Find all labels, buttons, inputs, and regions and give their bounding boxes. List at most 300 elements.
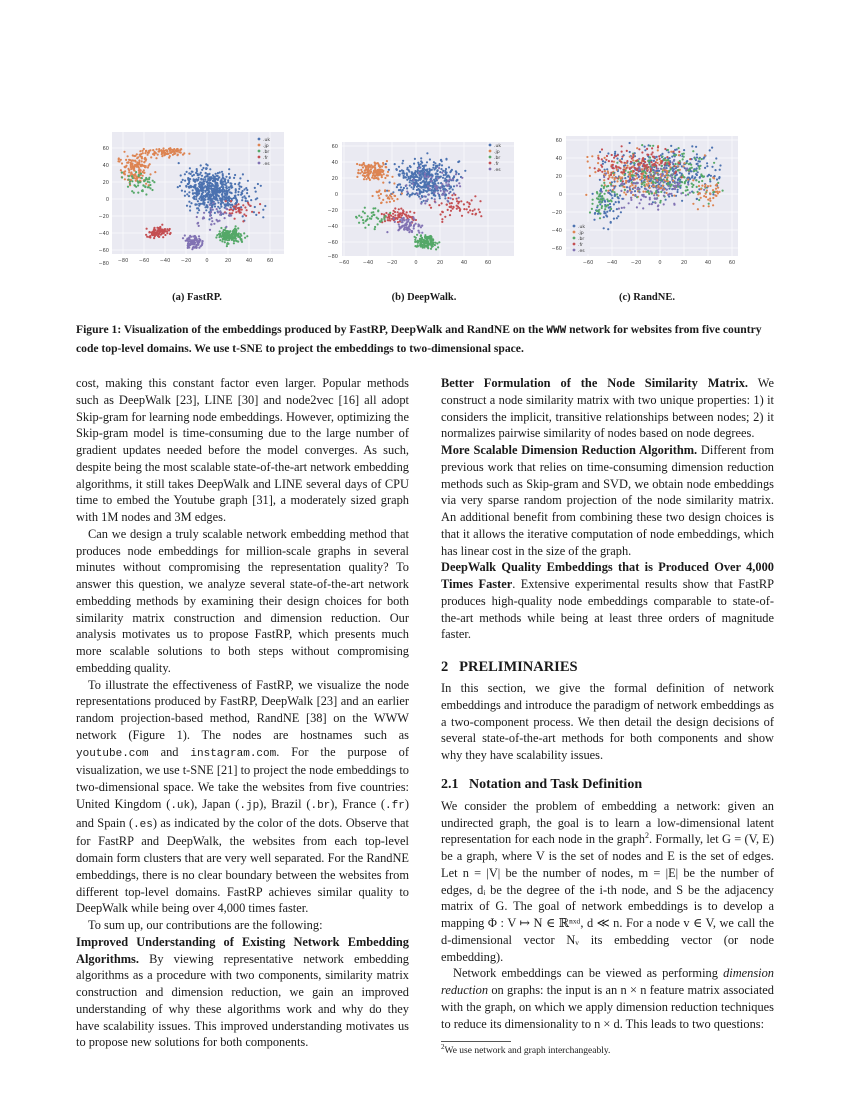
scatter-point	[662, 189, 664, 191]
scatter-point	[217, 177, 219, 179]
scatter-point	[630, 163, 632, 165]
scatter-point	[653, 194, 655, 196]
scatter-point	[434, 201, 436, 203]
scatter-point	[413, 163, 415, 165]
scatter-point	[441, 183, 443, 185]
scatter-point	[235, 199, 237, 201]
scatter-point	[196, 222, 198, 224]
scatter-point	[383, 173, 385, 175]
scatter-point	[609, 189, 611, 191]
scatter-point	[420, 157, 422, 159]
scatter-point	[407, 226, 409, 228]
scatter-point	[670, 193, 672, 195]
scatter-point	[389, 201, 391, 203]
scatter-point	[601, 158, 603, 160]
scatter-point	[616, 208, 618, 210]
scatter-point	[605, 172, 607, 174]
scatter-point	[367, 175, 369, 177]
scatter-point	[203, 204, 205, 206]
left-column	[76, 375, 409, 1051]
scatter-point	[434, 162, 436, 164]
scatter-point	[162, 147, 164, 149]
scatter-point	[379, 166, 381, 168]
scatter-point	[143, 172, 145, 174]
scatter-point	[418, 172, 420, 174]
scatter-point	[129, 183, 131, 185]
scatter-point	[637, 182, 639, 184]
scatter-point	[193, 241, 195, 243]
scatter-point	[663, 158, 665, 160]
scatter-point	[209, 196, 211, 198]
scatter-point	[149, 163, 151, 165]
scatter-point	[412, 183, 414, 185]
scatter-point	[405, 226, 407, 228]
scatter-point	[661, 187, 663, 189]
scatter-point	[441, 160, 443, 162]
scatter-point	[216, 219, 218, 221]
legend-label: .jp	[494, 150, 500, 155]
caption-text: Figure 1: Visualization of the embeddings produced by FastRP, DeepWalk and RandNE on the	[76, 323, 547, 336]
scatter-point	[197, 243, 199, 245]
scatter-point	[397, 229, 399, 231]
scatter-point	[422, 247, 424, 249]
legend-label: .es	[263, 162, 270, 167]
scatter-point	[601, 185, 603, 187]
scatter-point	[432, 186, 434, 188]
scatter-point	[217, 199, 219, 201]
scatter-point	[145, 183, 147, 185]
scatter-point	[657, 174, 659, 176]
scatter-point	[160, 150, 162, 152]
scatter-point	[613, 191, 615, 193]
scatter-point	[452, 189, 454, 191]
scatter-point	[414, 158, 416, 160]
scatter-point	[641, 151, 643, 153]
scatter-point	[604, 161, 606, 163]
scatter-point	[612, 164, 614, 166]
scatter-point	[589, 167, 591, 169]
scatter-point	[439, 171, 441, 173]
scatter-point	[139, 181, 141, 183]
scatter-point	[679, 172, 681, 174]
scatter-point	[166, 230, 168, 232]
scatter-point	[672, 180, 674, 182]
scatter-point	[364, 169, 366, 171]
legend-label: .uk	[578, 225, 586, 230]
scatter-point	[444, 216, 446, 218]
scatter-point	[684, 181, 686, 183]
scatter-point	[646, 148, 648, 150]
scatter-point	[641, 144, 643, 146]
scatter-point	[690, 164, 692, 166]
scatter-point	[656, 156, 658, 158]
scatter-point	[667, 174, 669, 176]
scatter-point	[712, 193, 714, 195]
scatter-point	[422, 191, 424, 193]
scatter-point	[650, 168, 652, 170]
scatter-point	[604, 170, 606, 172]
scatter-point	[664, 148, 666, 150]
scatter-point	[644, 181, 646, 183]
scatter-point	[646, 176, 648, 178]
x-tick: 60	[728, 260, 736, 266]
scatter-point	[673, 185, 675, 187]
scatter-point	[452, 179, 454, 181]
scatter-point	[380, 193, 382, 195]
scatter-point	[692, 150, 694, 152]
scatter-point	[687, 183, 689, 185]
scatter-point	[177, 186, 179, 188]
scatter-point	[133, 184, 135, 186]
scatter-point	[591, 208, 593, 210]
y-tick: 60	[555, 138, 562, 144]
scatter-point	[614, 151, 616, 153]
scatter-point	[246, 192, 248, 194]
scatter-point	[668, 151, 670, 153]
scatter-point	[225, 234, 227, 236]
scatter-point	[694, 176, 696, 178]
scatter-point	[416, 183, 418, 185]
scatter-point	[683, 165, 685, 167]
scatter-point	[628, 202, 630, 204]
scatter-point	[709, 200, 711, 202]
scatter-point	[228, 236, 230, 238]
scatter-point	[466, 208, 468, 210]
scatter-point	[649, 145, 651, 147]
x-tick: 20	[680, 260, 688, 266]
scatter-point	[652, 184, 654, 186]
scatter-point	[417, 242, 419, 244]
scatter-point	[218, 233, 220, 235]
figure-panel-a	[90, 128, 310, 268]
scatter-point	[411, 186, 413, 188]
scatter-point	[713, 177, 715, 179]
x-tick: −20	[386, 260, 398, 266]
scatter-point	[616, 177, 618, 179]
scatter-point	[147, 166, 149, 168]
scatter-point	[418, 164, 420, 166]
scatter-point	[656, 198, 658, 200]
scatter-point	[244, 206, 246, 208]
scatter-point	[681, 181, 683, 183]
scatter-point	[381, 218, 383, 220]
scatter-point	[441, 164, 443, 166]
scatter-point	[629, 156, 631, 158]
scatter-point	[424, 175, 426, 177]
scatter-point	[224, 194, 226, 196]
scatter-point	[238, 188, 240, 190]
scatter-point	[419, 179, 421, 181]
scatter-point	[419, 175, 421, 177]
scatter-point	[456, 185, 458, 187]
scatter-point	[429, 204, 431, 206]
scatter-point	[358, 215, 360, 217]
scatter-point	[613, 218, 615, 220]
scatter-point	[200, 203, 202, 205]
scatter-point	[409, 175, 411, 177]
y-tick: 20	[331, 176, 338, 182]
scatter-point	[393, 200, 395, 202]
scatter-point	[198, 241, 200, 243]
scatter-point	[149, 173, 151, 175]
scatter-point	[616, 193, 618, 195]
scatter-point	[241, 193, 243, 195]
scatter-point	[235, 225, 237, 227]
scatter-point	[207, 185, 209, 187]
scatter-point	[228, 234, 230, 236]
scatter-point	[386, 201, 388, 203]
scatter-point	[370, 168, 372, 170]
scatter-point	[212, 185, 214, 187]
scatter-point	[147, 154, 149, 156]
scatter-point	[714, 194, 716, 196]
scatter-point	[420, 245, 422, 247]
scatter-point	[407, 176, 409, 178]
scatter-point	[696, 153, 698, 155]
scatter-point	[189, 178, 191, 180]
scatter-point	[230, 206, 232, 208]
scatter-point	[127, 161, 129, 163]
scatter-point	[603, 179, 605, 181]
scatter-point	[648, 203, 650, 205]
scatter-point	[145, 166, 147, 168]
scatter-point	[664, 162, 666, 164]
scatter-point	[702, 176, 704, 178]
scatter-point	[242, 173, 244, 175]
scatter-point	[376, 191, 378, 193]
scatter-point	[149, 187, 151, 189]
scatter-point	[431, 176, 433, 178]
scatter-point	[630, 197, 632, 199]
scatter-point	[133, 165, 135, 167]
scatter-point	[158, 148, 160, 150]
scatter-point	[398, 223, 400, 225]
scatter-point	[698, 199, 700, 201]
scatter-point	[187, 238, 189, 240]
scatter-point	[245, 200, 247, 202]
scatter-point	[431, 242, 433, 244]
scatter-point	[178, 151, 180, 153]
scatter-point	[628, 186, 630, 188]
scatter-point	[438, 241, 440, 243]
scatter-point	[616, 169, 618, 171]
scatter-point	[166, 232, 168, 234]
scatter-point	[124, 170, 126, 172]
scatter-point	[630, 170, 632, 172]
scatter-point	[358, 169, 360, 171]
scatter-point	[675, 171, 677, 173]
scatter-point	[409, 165, 411, 167]
scatter-point	[428, 194, 430, 196]
scatter-point	[228, 186, 230, 188]
scatter-point	[387, 171, 389, 173]
paragraph: We consider the problem of embedding a network: given an undirected graph, the goal is to learn a low-dimensional latent representation for each node in the graph$^2$. Formally, let G = (V, E) be a graph, where V is the set of nodes and E is the set of edges. Let n = |V| be the number of nodes, m = |E| be the number of edges, dᵢ be the degree of the i-th node, and S be the adjacency matrix of G. The goal of network embeddings is to develop a mapping Φ : V ↦ N ∈ ℝⁿˣᵈ, d ≪ n. For a node v ∈ V, we call the d-dimensional vector Nᵥ its embedding vector (or node embedding).	[441, 798, 775, 964]
scatter-point	[658, 164, 660, 166]
scatter-point	[194, 187, 196, 189]
scatter-point	[674, 188, 676, 190]
scatter-point	[408, 169, 410, 171]
scatter-point	[620, 190, 622, 192]
scatter-point	[371, 215, 373, 217]
scatter-point	[670, 174, 672, 176]
scatter-point	[245, 187, 247, 189]
x-tick: 40	[245, 258, 253, 264]
scatter-point	[436, 165, 438, 167]
scatter-point	[435, 248, 437, 250]
scatter-point	[365, 178, 367, 180]
scatter-point	[597, 155, 599, 157]
scatter-point	[668, 188, 670, 190]
scatter-point	[240, 238, 242, 240]
scatter-point	[611, 176, 613, 178]
scatter-point	[645, 183, 647, 185]
scatter-point	[188, 195, 190, 197]
scatter-point	[226, 196, 228, 198]
scatter-point	[401, 214, 403, 216]
scatter-point	[222, 238, 224, 240]
scatter-point	[402, 189, 404, 191]
scatter-point	[607, 152, 609, 154]
scatter-point	[364, 165, 366, 167]
scatter-point	[225, 182, 227, 184]
scatter-point	[441, 211, 443, 213]
scatter-point	[188, 172, 190, 174]
scatter-point	[644, 171, 646, 173]
legend-label: .jp	[578, 231, 584, 236]
scatter-point	[445, 172, 447, 174]
scatter-point	[693, 170, 695, 172]
scatter-point	[646, 170, 648, 172]
scatter-point	[412, 188, 414, 190]
scatter-point	[136, 176, 138, 178]
scatter-point	[478, 208, 480, 210]
scatter-point	[431, 169, 433, 171]
y-tick: 60	[331, 144, 338, 150]
scatter-point	[418, 224, 420, 226]
scatter-point	[624, 186, 626, 188]
scatter-point	[406, 194, 408, 196]
scatter-point	[391, 176, 393, 178]
scatter-point	[416, 234, 418, 236]
scatter-point	[200, 172, 202, 174]
scatter-point	[194, 181, 196, 183]
scatter-point	[256, 197, 258, 199]
scatter-point	[388, 216, 390, 218]
scatter-point	[258, 212, 260, 214]
scatter-point	[418, 177, 420, 179]
scatter-point	[714, 169, 716, 171]
scatter-point	[703, 157, 705, 159]
scatter-point	[184, 180, 186, 182]
scatter-point	[364, 227, 366, 229]
scatter-point	[678, 147, 680, 149]
scatter-point	[636, 188, 638, 190]
scatter-point	[153, 229, 155, 231]
scatter-point	[611, 197, 613, 199]
scatter-point	[151, 189, 153, 191]
scatter-point	[666, 171, 668, 173]
scatter-point	[633, 178, 635, 180]
scatter-point	[149, 184, 151, 186]
scatter-point	[658, 155, 660, 157]
scatter-point	[599, 169, 601, 171]
scatter-point	[244, 197, 246, 199]
scatter-point	[143, 161, 145, 163]
scatter-point	[413, 176, 415, 178]
scatter-point	[709, 185, 711, 187]
scatter-point	[214, 205, 216, 207]
scatter-point	[202, 167, 204, 169]
y-tick: −40	[327, 224, 338, 230]
scatter-point	[157, 235, 159, 237]
scatter-point	[597, 213, 599, 215]
scatter-point	[689, 158, 691, 160]
scatter-point	[198, 209, 200, 211]
legend-label: .br	[263, 150, 270, 155]
scatter-point	[652, 145, 654, 147]
scatter-point	[237, 241, 239, 243]
scatter-point	[235, 240, 237, 242]
scatter-point	[625, 182, 627, 184]
scatter-point	[362, 211, 364, 213]
scatter-point	[428, 168, 430, 170]
right-column	[441, 375, 774, 1058]
scatter-point	[685, 168, 687, 170]
scatter-point	[635, 172, 637, 174]
scatter-point	[417, 169, 419, 171]
scatter-point	[427, 187, 429, 189]
scatter-point	[678, 151, 680, 153]
scatter-point	[198, 205, 200, 207]
legend-label: .br	[578, 237, 585, 242]
scatter-point	[209, 204, 211, 206]
scatter-point	[231, 198, 233, 200]
scatter-point	[659, 201, 661, 203]
scatter-point	[153, 231, 155, 233]
scatter-point	[625, 180, 627, 182]
scatter-point	[700, 197, 702, 199]
scatter-point	[157, 154, 159, 156]
paragraph: Can we design a truly scalable network embedding method that produces node embeddings for million-scale graphs in several minutes without compromising the representation quality? To answer this question, we analyze several state-of-the-art network embedding methods by examining their design choices for both similarity matrix construction and dimension reduction. Our analysis motivates us to propose FastRP, which presents much more scalable solutions to both steps without compromising embedding quality.	[76, 526, 409, 675]
scatter-point	[130, 168, 132, 170]
scatter-point	[201, 175, 203, 177]
scatter-point	[624, 164, 626, 166]
scatter-point	[638, 191, 640, 193]
scatter-point	[605, 214, 607, 216]
scatter-point	[424, 172, 426, 174]
scatter-point	[425, 185, 427, 187]
scatter-point	[652, 181, 654, 183]
scatter-point	[192, 193, 194, 195]
scatter-point	[657, 168, 659, 170]
scatter-point	[438, 164, 440, 166]
scatter-point	[189, 167, 191, 169]
scatter-point	[440, 213, 442, 215]
scatter-point	[387, 196, 389, 198]
scatter-point	[652, 151, 654, 153]
scatter-point	[378, 189, 380, 191]
scatter-point	[673, 154, 675, 156]
scatter-point	[604, 206, 606, 208]
scatter-point	[659, 177, 661, 179]
scatter-point	[235, 211, 237, 213]
scatter-point	[452, 206, 454, 208]
scatter-point	[235, 191, 237, 193]
scatter-point	[441, 172, 443, 174]
scatter-point	[406, 172, 408, 174]
legend-label: .fr	[263, 156, 268, 161]
scatter-point	[620, 161, 622, 163]
